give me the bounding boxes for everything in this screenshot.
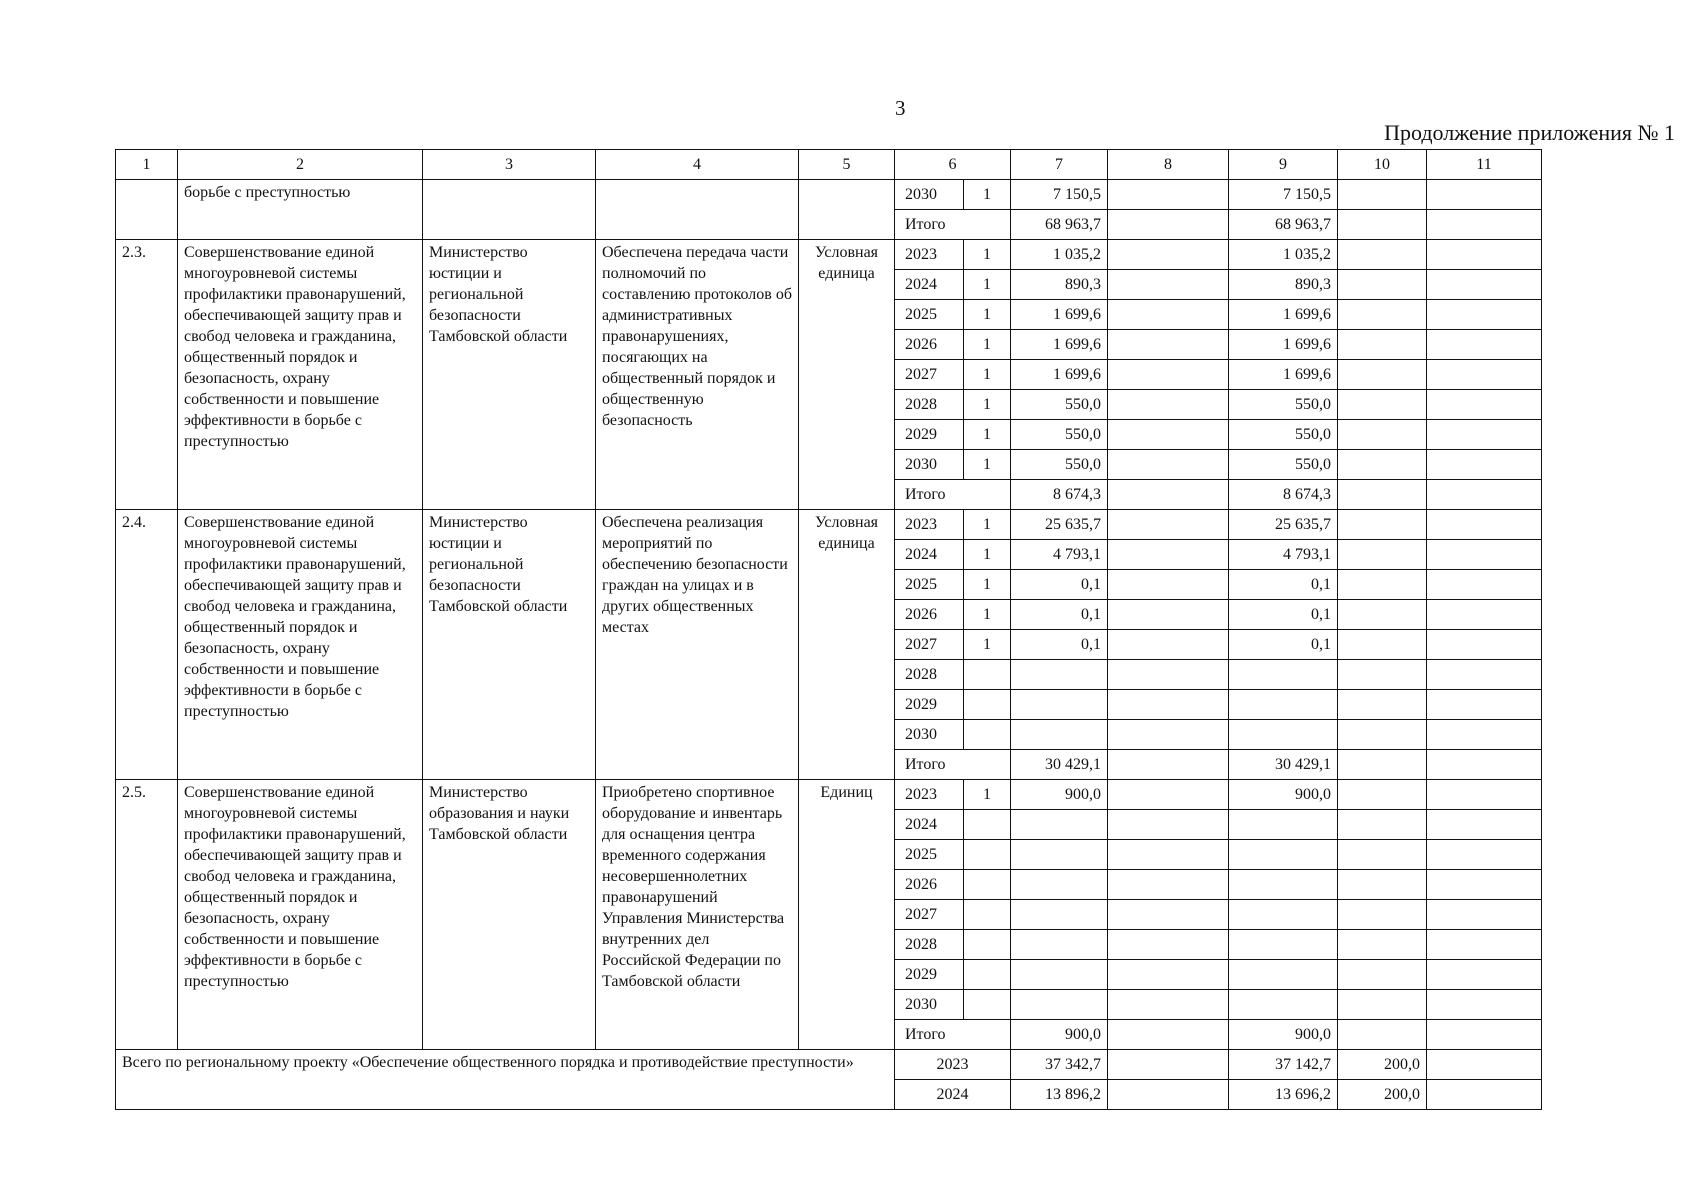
col9-cell: 550,0 [1229,390,1338,420]
col10-cell [1338,840,1427,870]
count-cell: 1 [964,510,1011,540]
count-cell [964,720,1011,750]
col7-cell: 1 699,6 [1011,300,1108,330]
col8-cell [1108,180,1229,210]
header-cell-7: 7 [1011,150,1108,180]
col10-cell [1338,450,1427,480]
table-row [116,510,1542,540]
col9-cell [1229,990,1338,1020]
col10-cell [1338,900,1427,930]
count-cell: 1 [964,270,1011,300]
col7-cell: 1 699,6 [1011,360,1108,390]
item-result: Обеспечена передача части полномочий по составлению протоколов об административных правонарушениях, посягающих на общественный порядок и общественную безопасность [596,240,799,510]
year-cell: 2030 [895,990,964,1020]
count-cell: 1 [964,240,1011,270]
col10-cell [1338,240,1427,270]
col11-cell [1427,240,1542,270]
col11-cell [1427,360,1542,390]
col10-cell [1338,630,1427,660]
col11-cell [1427,870,1542,900]
count-cell [964,690,1011,720]
project-total-label: Всего по региональному проекту «Обеспечение общественного порядка и противодействие преступности» [116,1050,895,1110]
count-cell: 1 [964,390,1011,420]
col8-cell [1108,600,1229,630]
header-cell-3: 3 [423,150,596,180]
year-cell: 2030 [895,450,964,480]
col7-cell: 0,1 [1011,600,1108,630]
col8-cell [1108,240,1229,270]
header-cell-2: 2 [178,150,423,180]
col9-cell [1229,690,1338,720]
year-cell: 2023 [895,780,964,810]
col7-cell [1011,990,1108,1020]
count-cell: 1 [964,300,1011,330]
col10-cell [1338,300,1427,330]
col9-cell: 1 699,6 [1229,300,1338,330]
col7-cell: 550,0 [1011,390,1108,420]
col8-cell [1108,450,1229,480]
col11-cell [1427,660,1542,690]
col10-cell [1338,720,1427,750]
header-cell-6: 6 [895,150,1011,180]
col9-cell: 550,0 [1229,420,1338,450]
col11-cell [1427,570,1542,600]
col7-cell [1011,720,1108,750]
col11-cell [1427,750,1542,780]
col11-cell [1427,480,1542,510]
col9-cell: 25 635,7 [1229,510,1338,540]
total-label-cell: Итого [895,1020,1011,1050]
count-cell [964,840,1011,870]
carry-unit-cell [799,180,895,240]
col11-cell [1427,720,1542,750]
col7-cell [1011,900,1108,930]
table-row [116,240,1542,270]
col9-cell [1229,900,1338,930]
col10-cell [1338,210,1427,240]
col11-cell [1427,1050,1542,1080]
col8-cell [1108,300,1229,330]
col11-cell [1427,330,1542,360]
carry-exec-cell [423,180,596,240]
total-label-cell: Итого [895,750,1011,780]
col8-cell [1108,720,1229,750]
year-cell: 2024 [895,540,964,570]
col10-cell [1338,960,1427,990]
item-name: Совершенствование единой многоуровневой системы профилактики правонарушений, обеспечивающей защиту прав и свобод человека и гражданина, общественный порядок и безопасность, охрану собственности и повышение эффективности в борьбе с преступностью [178,240,423,510]
count-cell [964,990,1011,1020]
col10-cell [1338,690,1427,720]
col10-cell [1338,750,1427,780]
col9-cell: 7 150,5 [1229,180,1338,210]
col10-cell [1338,600,1427,630]
col9-cell [1229,810,1338,840]
year-cell: 2029 [895,420,964,450]
col11-cell [1427,780,1542,810]
col11-cell [1427,540,1542,570]
item-result: Обеспечена реализация мероприятий по обеспечению безопасности граждан на улицах и в других общественных местах [596,510,799,780]
col10-cell [1338,540,1427,570]
year-cell: 2023 [895,1050,1011,1080]
col7-cell: 890,3 [1011,270,1108,300]
col9-cell: 550,0 [1229,450,1338,480]
col10-cell [1338,570,1427,600]
col9-cell: 1 699,6 [1229,360,1338,390]
col9-cell: 8 674,3 [1229,480,1338,510]
col8-cell [1108,750,1229,780]
year-cell: 2024 [895,1080,1011,1110]
col7-cell: 25 635,7 [1011,510,1108,540]
col10-cell [1338,180,1427,210]
col7-cell [1011,660,1108,690]
col7-cell: 550,0 [1011,420,1108,450]
col10-cell [1338,810,1427,840]
col9-cell: 4 793,1 [1229,540,1338,570]
count-cell [964,810,1011,840]
item-name: Совершенствование единой многоуровневой системы профилактики правонарушений, обеспечивающей защиту прав и свобод человека и гражданина, общественный порядок и безопасность, охрану собственности и повышение эффективности в борьбе с преступностью [178,510,423,780]
col11-cell [1427,630,1542,660]
col11-cell [1427,600,1542,630]
header-cell-1: 1 [116,150,178,180]
col8-cell [1108,510,1229,540]
col8-cell [1108,870,1229,900]
count-cell: 1 [964,450,1011,480]
continuation-label: Продолжение приложения № 1 [1384,120,1675,145]
year-cell: 2025 [895,840,964,870]
col11-cell [1427,1080,1542,1110]
count-cell: 1 [964,780,1011,810]
col8-cell [1108,990,1229,1020]
col9-cell [1229,840,1338,870]
col7-cell: 0,1 [1011,630,1108,660]
header-cell-10: 10 [1338,150,1427,180]
col8-cell [1108,480,1229,510]
col9-cell [1229,660,1338,690]
year-cell: 2026 [895,600,964,630]
col10-cell [1338,510,1427,540]
count-cell: 1 [964,420,1011,450]
year-cell: 2023 [895,510,964,540]
year-cell: 2027 [895,360,964,390]
year-cell: 2025 [895,570,964,600]
col7-cell [1011,840,1108,870]
col9-cell [1229,930,1338,960]
col8-cell [1108,960,1229,990]
col10-cell [1338,660,1427,690]
item-result: Приобретено спортивное оборудование и инвентарь для оснащения центра временного содержания несовершеннолетних правонарушений Управления Министерства внутренних дел Российской Федерации по Тамбовской области [596,780,799,1050]
col8-cell [1108,840,1229,870]
col7-cell: 0,1 [1011,570,1108,600]
col8-cell [1108,930,1229,960]
year-cell: 2029 [895,960,964,990]
count-cell [964,930,1011,960]
year-cell: 2026 [895,870,964,900]
col8-cell [1108,1050,1229,1080]
count-cell [964,960,1011,990]
col8-cell [1108,1080,1229,1110]
col7-cell: 4 793,1 [1011,540,1108,570]
col8-cell [1108,540,1229,570]
col9-cell: 13 696,2 [1229,1080,1338,1110]
col8-cell [1108,810,1229,840]
col11-cell [1427,450,1542,480]
col8-cell [1108,360,1229,390]
col9-cell [1229,960,1338,990]
col7-cell [1011,870,1108,900]
col8-cell [1108,570,1229,600]
col7-cell [1011,960,1108,990]
total-label-cell: Итого [895,210,1011,240]
col9-cell: 900,0 [1229,780,1338,810]
col7-cell: 37 342,7 [1011,1050,1108,1080]
col10-cell [1338,990,1427,1020]
col7-cell [1011,810,1108,840]
table-row [116,180,1542,210]
col10-cell [1338,360,1427,390]
total-row [116,1050,1542,1080]
col11-cell [1427,510,1542,540]
count-cell [964,660,1011,690]
col11-cell [1427,810,1542,840]
col7-cell: 7 150,5 [1011,180,1108,210]
header-cell-9: 9 [1229,150,1338,180]
col11-cell [1427,210,1542,240]
col8-cell [1108,210,1229,240]
col8-cell [1108,420,1229,450]
item-executor: Министерство юстиции и региональной безопасности Тамбовской области [423,240,596,510]
item-number: 2.4. [116,510,178,780]
col7-cell: 1 035,2 [1011,240,1108,270]
year-cell: 2026 [895,330,964,360]
header-row [116,150,1542,180]
col9-cell: 37 142,7 [1229,1050,1338,1080]
col11-cell [1427,900,1542,930]
count-cell: 1 [964,600,1011,630]
col8-cell [1108,330,1229,360]
item-executor: Министерство образования и науки Тамбовской области [423,780,596,1050]
col7-cell [1011,690,1108,720]
item-name: Совершенствование единой многоуровневой системы профилактики правонарушений, обеспечивающей защиту прав и свобод человека и гражданина, общественный порядок и безопасность, охрану собственности и повышение эффективности в борьбе с преступностью [178,780,423,1050]
year-cell: 2028 [895,390,964,420]
year-cell: 2024 [895,810,964,840]
count-cell [964,870,1011,900]
col11-cell [1427,300,1542,330]
year-cell: 2024 [895,270,964,300]
year-cell: 2028 [895,930,964,960]
count-cell: 1 [964,330,1011,360]
year-cell: 2027 [895,630,964,660]
carry-result-cell [596,180,799,240]
col8-cell [1108,630,1229,660]
count-cell: 1 [964,180,1011,210]
col11-cell [1427,420,1542,450]
header-cell-8: 8 [1108,150,1229,180]
col9-cell: 890,3 [1229,270,1338,300]
total-label-cell: Итого [895,480,1011,510]
year-cell: 2029 [895,690,964,720]
col11-cell [1427,390,1542,420]
col11-cell [1427,990,1542,1020]
year-cell: 2025 [895,300,964,330]
col8-cell [1108,1020,1229,1050]
col9-cell: 1 699,6 [1229,330,1338,360]
col11-cell [1427,1020,1542,1050]
col7-cell [1011,930,1108,960]
col10-cell [1338,1020,1427,1050]
col11-cell [1427,960,1542,990]
col10-cell: 200,0 [1338,1080,1427,1110]
col10-cell [1338,390,1427,420]
col11-cell [1427,690,1542,720]
year-cell: 2030 [895,180,964,210]
item-number: 2.5. [116,780,178,1050]
col9-cell: 30 429,1 [1229,750,1338,780]
table-row [116,780,1542,810]
col10-cell: 200,0 [1338,1050,1427,1080]
col11-cell [1427,270,1542,300]
year-cell: 2027 [895,900,964,930]
col7-cell: 68 963,7 [1011,210,1108,240]
appendix-table [115,149,1542,1110]
col9-cell: 900,0 [1229,1020,1338,1050]
item-number: 2.3. [116,240,178,510]
col8-cell [1108,900,1229,930]
col7-cell: 900,0 [1011,780,1108,810]
col9-cell: 0,1 [1229,630,1338,660]
col10-cell [1338,870,1427,900]
year-cell: 2028 [895,660,964,690]
carry-name-cell: борьбе с преступностью [178,180,423,240]
col10-cell [1338,480,1427,510]
col7-cell: 8 674,3 [1011,480,1108,510]
col11-cell [1427,180,1542,210]
col9-cell [1229,720,1338,750]
col7-cell: 550,0 [1011,450,1108,480]
header-cell-5: 5 [799,150,895,180]
col8-cell [1108,780,1229,810]
header-cell-4: 4 [596,150,799,180]
year-cell: 2030 [895,720,964,750]
col10-cell [1338,930,1427,960]
col7-cell: 900,0 [1011,1020,1108,1050]
header-cell-11: 11 [1427,150,1542,180]
count-cell: 1 [964,570,1011,600]
item-unit: Условная единица [799,240,895,510]
col9-cell: 1 035,2 [1229,240,1338,270]
item-executor: Министерство юстиции и региональной безопасности Тамбовской области [423,510,596,780]
col9-cell: 0,1 [1229,600,1338,630]
col10-cell [1338,330,1427,360]
col10-cell [1338,420,1427,450]
item-unit: Условная единица [799,510,895,780]
year-cell: 2023 [895,240,964,270]
col10-cell [1338,270,1427,300]
col8-cell [1108,270,1229,300]
col7-cell: 13 896,2 [1011,1080,1108,1110]
item-unit: Единиц [799,780,895,1050]
count-cell: 1 [964,360,1011,390]
col7-cell: 30 429,1 [1011,750,1108,780]
col10-cell [1338,780,1427,810]
count-cell [964,900,1011,930]
col9-cell: 68 963,7 [1229,210,1338,240]
col8-cell [1108,660,1229,690]
page-number: 3 [895,96,906,120]
col8-cell [1108,390,1229,420]
count-cell: 1 [964,630,1011,660]
count-cell: 1 [964,540,1011,570]
col9-cell: 0,1 [1229,570,1338,600]
col9-cell [1229,870,1338,900]
col11-cell [1427,840,1542,870]
carry-num-cell [116,180,178,240]
col7-cell: 1 699,6 [1011,330,1108,360]
col11-cell [1427,930,1542,960]
col8-cell [1108,690,1229,720]
